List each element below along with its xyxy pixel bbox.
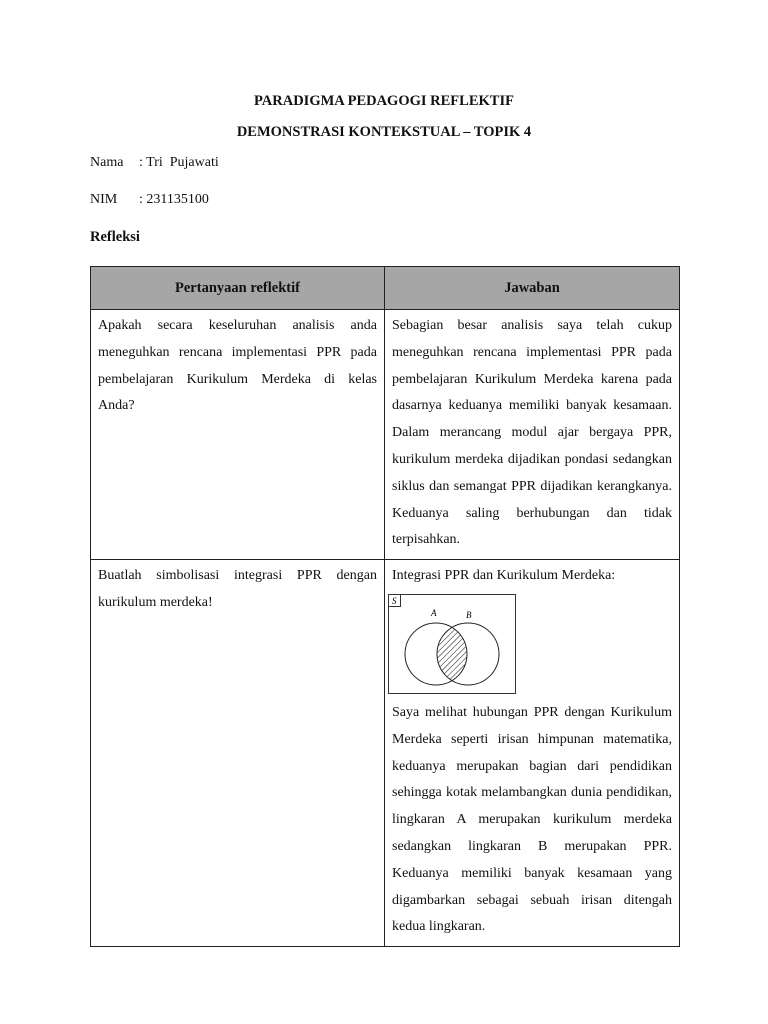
venn-diagram — [388, 594, 516, 694]
nim-value: : 231135100 — [139, 192, 209, 207]
header-question: Pertanyaan reflektif — [91, 267, 385, 310]
student-nim-row — [90, 192, 209, 208]
answer-text: Saya melihat hubungan PPR dengan Kurikulum Merdeka seperti irisan himpunan matematika, keduanya merupakan bagian dari pendidikan sehingga kotak melambangkan dunia pendidikan, lingkaran A merupakan kurikulum merdeka sedangkan lingkaran B merupakan PPR. Keduanya memiliki banyak kesamaan yang digambarkan sebagai sebuah irisan ditengah kedua lingkaran. — [392, 704, 672, 935]
table-row — [91, 310, 680, 560]
table-row — [91, 560, 680, 947]
set-a-label: A — [431, 607, 437, 618]
universe-label: S — [392, 595, 397, 606]
question-text: Apakah secara keseluruhan analisis anda meneguhkan rencana implementasi PPR pada pembelajaran Kurikulum Merdeka di kelas Anda? — [98, 318, 377, 414]
section-title: Refleksi — [90, 229, 140, 245]
answer-text: Sebagian besar analisis saya telah cukup meneguhkan rencana implementasi PPR pada pembelajaran Kurikulum Merdeka karena pada dasarnya keduanya memiliki banyak kesamaan. Dalam merancang modul ajar bergaya PPR, kurikulum merdeka dijadikan pondasi sedangkan siklus dan semangat PPR dijadikan kerangkanya. Keduanya saling berhubungan dan tidak terpisahkan. — [392, 318, 672, 548]
answer-intro: Integrasi PPR dan Kurikulum Merdeka: — [392, 568, 616, 584]
header-answer: Jawaban — [385, 267, 680, 310]
document-title: PARADIGMA PEDAGOGI REFLEKTIF — [254, 93, 514, 109]
answer-cell — [385, 310, 680, 560]
answer-cell — [385, 560, 680, 947]
question-cell — [91, 560, 385, 947]
set-b-label: B — [466, 609, 472, 620]
name-value: : Tri Pujawati — [139, 155, 219, 170]
reflection-table — [90, 266, 680, 947]
question-text: Buatlah simbolisasi integrasi PPR dengan kurikulum merdeka! — [98, 568, 377, 610]
name-label: Nama — [90, 155, 124, 170]
document-subtitle: DEMONSTRASI KONTEKSTUAL – TOPIK 4 — [236, 124, 532, 140]
student-name-row — [90, 155, 219, 171]
nim-label: NIM — [90, 192, 118, 207]
question-cell — [91, 310, 385, 560]
table-header-row — [91, 267, 680, 310]
